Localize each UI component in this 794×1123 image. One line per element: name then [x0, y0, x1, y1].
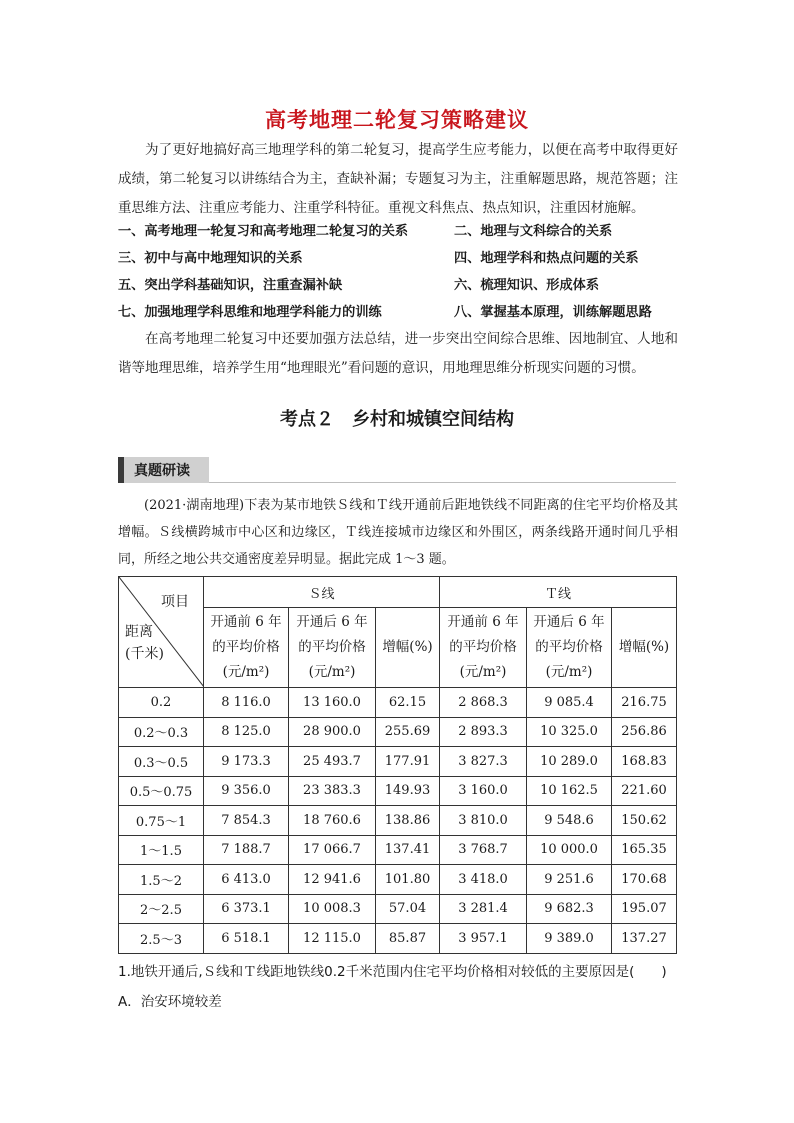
- table-cell: 25 493.7: [289, 747, 376, 777]
- table-cell: 177.91: [376, 747, 440, 777]
- table-corner-cell: [119, 577, 204, 688]
- table-cell: 57.04: [376, 894, 440, 924]
- table-cell: 168.83: [612, 747, 677, 777]
- table-cell: 6 373.1: [204, 894, 289, 924]
- subheader-cell: 开通前 6 年 的平均价格 (元/m²): [204, 608, 289, 688]
- table-cell: 138.86: [376, 806, 440, 836]
- subheader-cell: 增幅(%): [376, 608, 440, 688]
- option-a: A．治安环境较差: [118, 994, 222, 1010]
- table-cell: 10 000.0: [527, 835, 612, 865]
- table-cell: 3 827.3: [440, 747, 527, 777]
- method-paragraph: 在高考地理二轮复习中还要加强方法总结，进一步突出空间综合思维、因地制宜、人地和谐等地理思维，培养学生用“地理眼光”看问题的意识，用地理思维分析现实问题的习惯。: [118, 331, 678, 376]
- group-header-s: Ｓ线: [204, 577, 440, 608]
- table-cell: 3 768.7: [440, 835, 527, 865]
- outline-list: [118, 218, 678, 326]
- table-cell: 3 160.0: [440, 776, 527, 806]
- table-cell: 10 325.0: [527, 717, 612, 747]
- table-cell: 23 383.3: [289, 776, 376, 806]
- table-cell: 62.15: [376, 688, 440, 718]
- table-header-row: [119, 577, 677, 608]
- outline-item: 五、突出学科基础知识，注重查漏补缺: [118, 278, 343, 293]
- table-cell: 149.93: [376, 776, 440, 806]
- table-row: [119, 776, 677, 806]
- outline-item: 七、加强地理学科思维和地理学科能力的训练: [118, 305, 382, 320]
- table-cell: 3 957.1: [440, 924, 527, 954]
- outline-item: 三、初中与高中地理知识的关系: [118, 251, 303, 266]
- table-cell: 13 160.0: [289, 688, 376, 718]
- table-cell: 18 760.6: [289, 806, 376, 836]
- table-cell: 1.5～2: [119, 865, 204, 895]
- group-header-t: Ｔ线: [440, 577, 677, 608]
- outline-row: [118, 245, 678, 272]
- table-row: [119, 806, 677, 836]
- outline-item: 一、高考地理一轮复习和高考地理二轮复习的关系: [118, 224, 409, 239]
- table-row: [119, 747, 677, 777]
- tag-divider: [209, 482, 676, 483]
- table-cell: 6 413.0: [204, 865, 289, 895]
- section-tag-label: 真题研读: [134, 463, 190, 479]
- table-cell: 85.87: [376, 924, 440, 954]
- outline-item: 八、掌握基本原理，训练解题思路: [454, 305, 652, 320]
- table-cell: 0.5～0.75: [119, 776, 204, 806]
- table-cell: 2 868.3: [440, 688, 527, 718]
- outline-item: 六、梳理知识、形成体系: [454, 278, 600, 293]
- outline-row: [118, 218, 678, 245]
- table-cell: 10 008.3: [289, 894, 376, 924]
- table-cell: 9 389.0: [527, 924, 612, 954]
- corner-label-distance: 距离 (千米): [125, 624, 164, 662]
- table-cell: 9 356.0: [204, 776, 289, 806]
- table-cell: 12 115.0: [289, 924, 376, 954]
- table-cell: 8 125.0: [204, 717, 289, 747]
- table-cell: 0.3～0.5: [119, 747, 204, 777]
- subheader-cell: 开通后 6 年 的平均价格 (元/m²): [527, 608, 612, 688]
- corner-label-item: 项目: [161, 594, 189, 610]
- table-cell: 221.60: [612, 776, 677, 806]
- table-cell: 2 893.3: [440, 717, 527, 747]
- table-cell: 12 941.6: [289, 865, 376, 895]
- table-cell: 17 066.7: [289, 835, 376, 865]
- table-row: [119, 835, 677, 865]
- outline-row: [118, 299, 678, 326]
- table-row: [119, 717, 677, 747]
- section-title: 考点２ 乡村和城镇空间结构: [280, 409, 514, 430]
- table-cell: 1～1.5: [119, 835, 204, 865]
- section-tag: [118, 457, 209, 483]
- question-1: 1.地铁开通后,Ｓ线和Ｔ线距地铁线0.2千米范围内住宅平均价格相对较低的主要原因是( ): [118, 964, 667, 980]
- outline-row: [118, 272, 678, 299]
- table-cell: 2～2.5: [119, 894, 204, 924]
- table-cell: 170.68: [612, 865, 677, 895]
- table-cell: 256.86: [612, 717, 677, 747]
- table-cell: 9 085.4: [527, 688, 612, 718]
- table-cell: 3 418.0: [440, 865, 527, 895]
- table-cell: 195.07: [612, 894, 677, 924]
- table-row: [119, 865, 677, 895]
- table-row: [119, 894, 677, 924]
- page-title: 高考地理二轮复习策略建议: [265, 108, 529, 132]
- table-cell: 10 289.0: [527, 747, 612, 777]
- table-cell: 101.80: [376, 865, 440, 895]
- subheader-cell: 开通后 6 年 的平均价格 (元/m²): [289, 608, 376, 688]
- table-cell: 8 116.0: [204, 688, 289, 718]
- table-cell: 150.62: [612, 806, 677, 836]
- table-row: [119, 688, 677, 718]
- table-cell: 0.2: [119, 688, 204, 718]
- outline-item: 二、地理与文科综合的关系: [454, 224, 613, 239]
- subheader-cell: 开通前 6 年 的平均价格 (元/m²): [440, 608, 527, 688]
- table-cell: 7 188.7: [204, 835, 289, 865]
- table-cell: 0.75～1: [119, 806, 204, 836]
- table-cell: 137.27: [612, 924, 677, 954]
- table-cell: 9 682.3: [527, 894, 612, 924]
- table-cell: 9 548.6: [527, 806, 612, 836]
- table-row: [119, 924, 677, 954]
- table-cell: 10 162.5: [527, 776, 612, 806]
- price-table: [118, 576, 677, 954]
- table-cell: 2.5～3: [119, 924, 204, 954]
- table-cell: 3 810.0: [440, 806, 527, 836]
- table-cell: 6 518.1: [204, 924, 289, 954]
- table-cell: 216.75: [612, 688, 677, 718]
- table-cell: 3 281.4: [440, 894, 527, 924]
- table-cell: 9 173.3: [204, 747, 289, 777]
- table-cell: 9 251.6: [527, 865, 612, 895]
- subheader-cell: 增幅(%): [612, 608, 677, 688]
- table-cell: 0.2～0.3: [119, 717, 204, 747]
- intro-paragraph: 为了更好地搞好高三地理学科的第二轮复习，提高学生应考能力，以便在高考中取得更好成绩，第二轮复习以讲练结合为主，查缺补漏；专题复习为主，注重解题思路，规范答题；注重思维方法、注重应考能力、注重学科特征。重视文科焦点、热点知识，注重因材施解。: [118, 142, 678, 216]
- table-cell: 137.41: [376, 835, 440, 865]
- table-cell: 255.69: [376, 717, 440, 747]
- table-cell: 7 854.3: [204, 806, 289, 836]
- table-cell: 28 900.0: [289, 717, 376, 747]
- question-intro: (2021·湖南地理)下表为某市地铁Ｓ线和Ｔ线开通前后距地铁线不同距离的住宅平均价格及其增幅。Ｓ线横跨城市中心区和边缘区，Ｔ线连接城市边缘区和外围区，两条线路开通时间几乎相同，所经之地公共交通密度差异明显。据此完成 1～3 题。: [118, 498, 678, 567]
- outline-item: 四、地理学科和热点问题的关系: [454, 251, 639, 266]
- table-cell: 165.35: [612, 835, 677, 865]
